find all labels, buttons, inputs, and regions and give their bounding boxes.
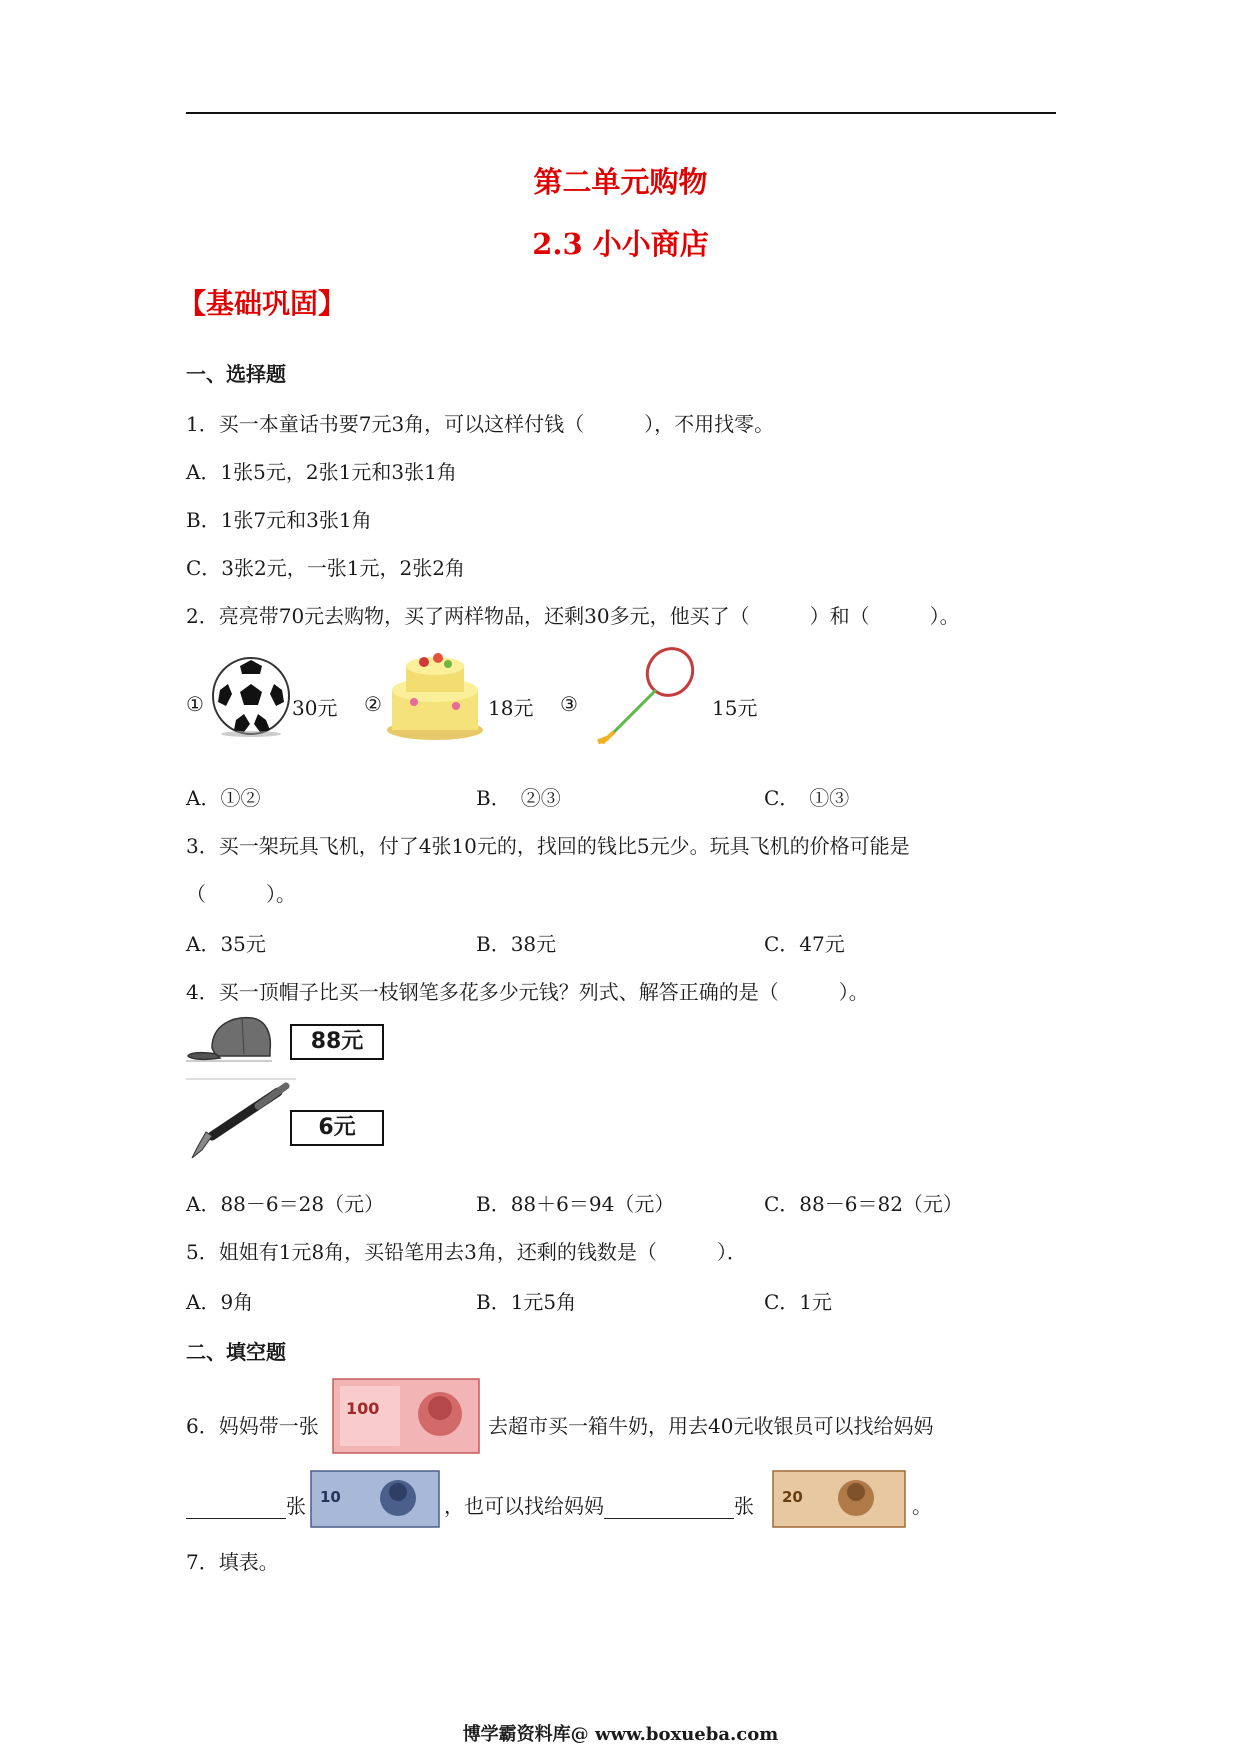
- q2-item1-number: ①: [186, 692, 204, 716]
- part2-heading: 二、填空题: [186, 1340, 286, 1364]
- q6-connector: ，也可以找给妈妈: [444, 1494, 604, 1518]
- q1-option-a: A．1张5元，2张1元和3张1角: [186, 460, 457, 484]
- q2-option-a: A．①②: [186, 786, 261, 810]
- q7-text: 7．填表。: [186, 1550, 279, 1574]
- q2-option-b: B． ②③: [476, 786, 561, 810]
- q6-unit-1: 张: [286, 1494, 306, 1518]
- q3-option-a: A．35元: [186, 932, 266, 956]
- q2-text: 2．亮亮带70元去购物，买了两样物品，还剩30多元，他买了（ ）和（ ）。: [186, 604, 960, 628]
- q6-unit-2: 张: [734, 1494, 754, 1518]
- q6-line2-mid: [444, 1490, 754, 1519]
- q4-text: 4．买一顶帽子比买一枝钢笔多花多少元钱？列式、解答正确的是（ ）。: [186, 980, 869, 1004]
- banknote-100-value: 100: [346, 1399, 380, 1418]
- q5-option-a: A．9角: [186, 1290, 254, 1314]
- soccer-ball-image: [210, 654, 292, 738]
- q1-option-b: B．1张7元和3张1角: [186, 508, 372, 532]
- q2-item1-price: 30元: [292, 696, 338, 720]
- hat-price-box: 88元: [290, 1024, 384, 1060]
- fountain-pen-image: [186, 1078, 296, 1162]
- q2-option-c: C． ①③: [764, 786, 850, 810]
- q6-suffix: 去超市买一箱牛奶，用去40元收银员可以找给妈妈: [488, 1414, 934, 1438]
- q3-option-c: C．47元: [764, 932, 845, 956]
- banknote-10-value: 10: [320, 1488, 341, 1506]
- page-footer: 博学霸资料库@ www.boxueba.com: [462, 1724, 779, 1745]
- q4-option-c: C．88－6＝82（元）: [764, 1192, 963, 1216]
- q6-blank-2[interactable]: [604, 1498, 734, 1519]
- q5-option-c: C．1元: [764, 1290, 833, 1314]
- cake-image: [384, 646, 486, 744]
- q1-text: 1．买一本童话书要7元3角，可以这样付钱（ ），不用找零。: [186, 412, 775, 436]
- cap-image: [186, 1014, 272, 1062]
- lesson-title: 2.3 小小商店: [532, 227, 709, 261]
- banknote-10-image: [310, 1470, 440, 1528]
- q1-option-c: C．3张2元，一张1元，2张2角: [186, 556, 465, 580]
- q3-text-continued: （ ）。: [186, 882, 296, 906]
- banknote-20-value: 20: [782, 1488, 803, 1506]
- q2-item2-price: 18元: [488, 696, 534, 720]
- q2-item3-price: 15元: [712, 696, 758, 720]
- q4-option-b: B．88＋6＝94（元）: [476, 1192, 675, 1216]
- q6-prefix: 6．妈妈带一张: [186, 1414, 319, 1438]
- badminton-racket-image: [594, 646, 700, 744]
- q2-item2-number: ②: [364, 692, 382, 716]
- unit-title: 第二单元购物: [533, 165, 708, 199]
- banknote-20-image: [772, 1470, 906, 1528]
- q6-end: 。: [912, 1494, 932, 1518]
- q2-item3-number: ③: [560, 692, 578, 716]
- q3-option-b: B．38元: [476, 932, 557, 956]
- q3-text: 3．买一架玩具飞机，付了4张10元的，找回的钱比5元少。玩具飞机的价格可能是: [186, 834, 910, 858]
- q5-option-b: B．1元5角: [476, 1290, 577, 1314]
- section-label: 【基础巩固】: [178, 287, 347, 320]
- q6-blank-1[interactable]: [186, 1498, 286, 1519]
- pen-price-box: 6元: [290, 1110, 384, 1146]
- part1-heading: 一、选择题: [186, 362, 286, 386]
- q5-text: 5．姐姐有1元8角，买铅笔用去3角，还剩的钱数是（ ）．: [186, 1240, 747, 1264]
- q6-line2: [186, 1490, 306, 1519]
- header-rule: [186, 112, 1056, 114]
- q4-option-a: A．88－6＝28（元）: [186, 1192, 385, 1216]
- banknote-100-image: [332, 1378, 480, 1454]
